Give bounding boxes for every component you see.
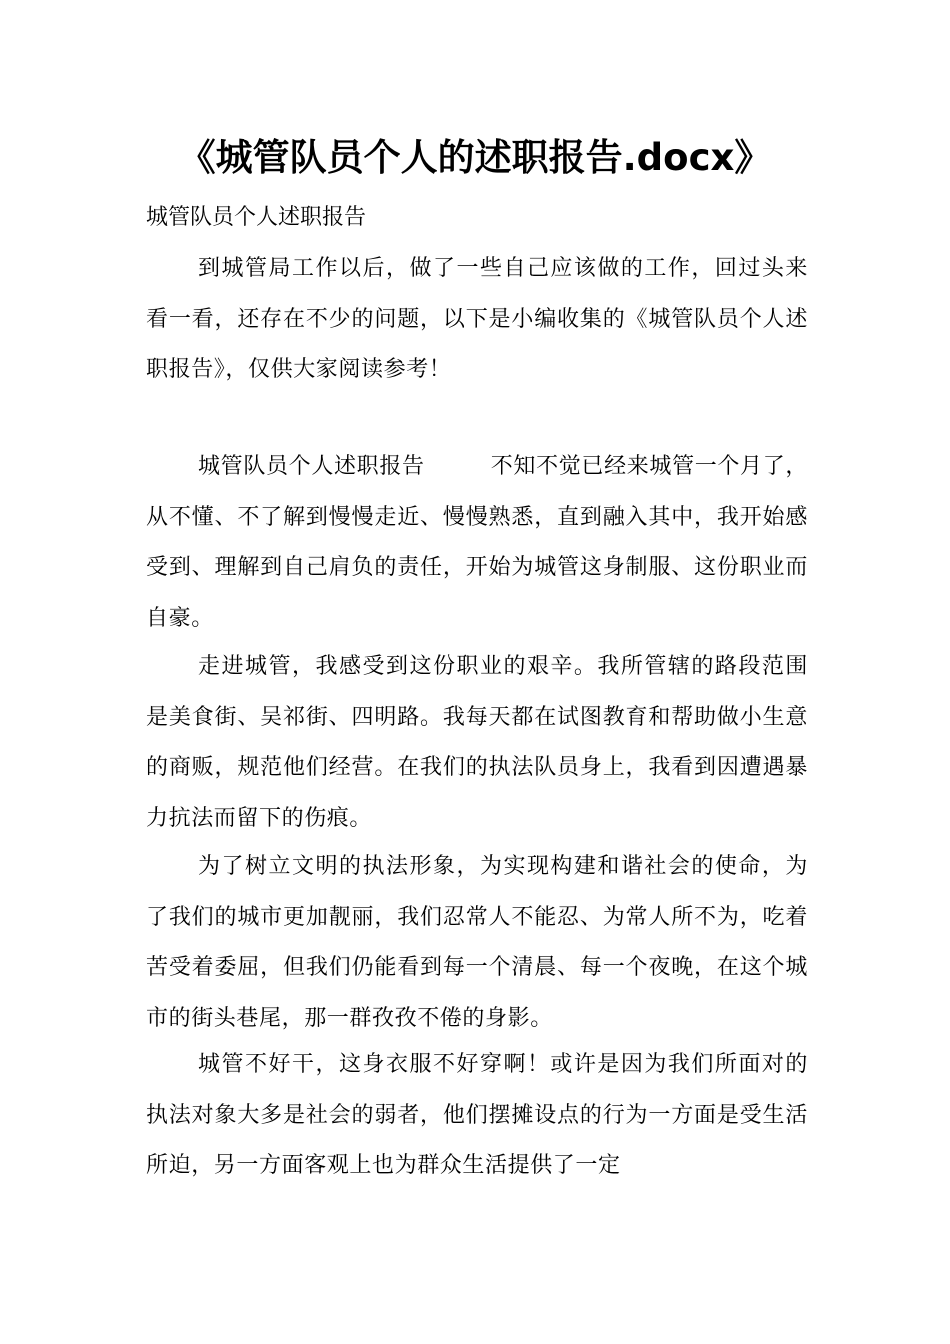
paragraph-hardship: 走进城管，我感受到这份职业的艰辛。我所管辖的路段范围是美食街、吴祁街、四明路。我每天都在试图教育和帮助做小生意的商贩，规范他们经营。在我们的执法队员身上，我看到因遭遇暴力抗法而留下的伤痕。	[146, 654, 808, 831]
paragraph-intro: 到城管局工作以后，做了一些自己应该做的工作，回过头来看一看，还存在不少的问题，以下是小编收集的《城管队员个人述职报告》，仅供大家阅读参考！	[146, 256, 808, 382]
document-subtitle: 城管队员个人述职报告	[146, 205, 367, 230]
paragraph-inline-heading: 城管队员个人述职报告	[198, 454, 425, 479]
paragraph-report-body: 不知不觉已经来城管一个月了，从不懂、不了解到慢慢走近、慢慢熟悉，直到融入其中，我开始感受到、理解到自己肩负的责任，开始为城管这身制服、这份职业而自豪。	[146, 454, 808, 631]
document-title: 《城管队员个人的述职报告.docx》	[178, 136, 772, 179]
paragraph-report-start	[146, 442, 808, 644]
paragraph-difficulty: 城管不好干，这身衣服不好穿啊！或许是因为我们所面对的执法对象大多是社会的弱者，他们摆摊设点的行为一方面是受生活所迫，另一方面客观上也为群众生活提供了一定	[146, 1052, 808, 1178]
paragraph-mission: 为了树立文明的执法形象，为实现构建和谐社会的使命，为了我们的城市更加靓丽，我们忍常人不能忍、为常人所不为，吃着苦受着委屈，但我们仍能看到每一个清晨、每一个夜晚，在这个城市的街头巷尾，那一群孜孜不倦的身影。	[146, 854, 808, 1031]
